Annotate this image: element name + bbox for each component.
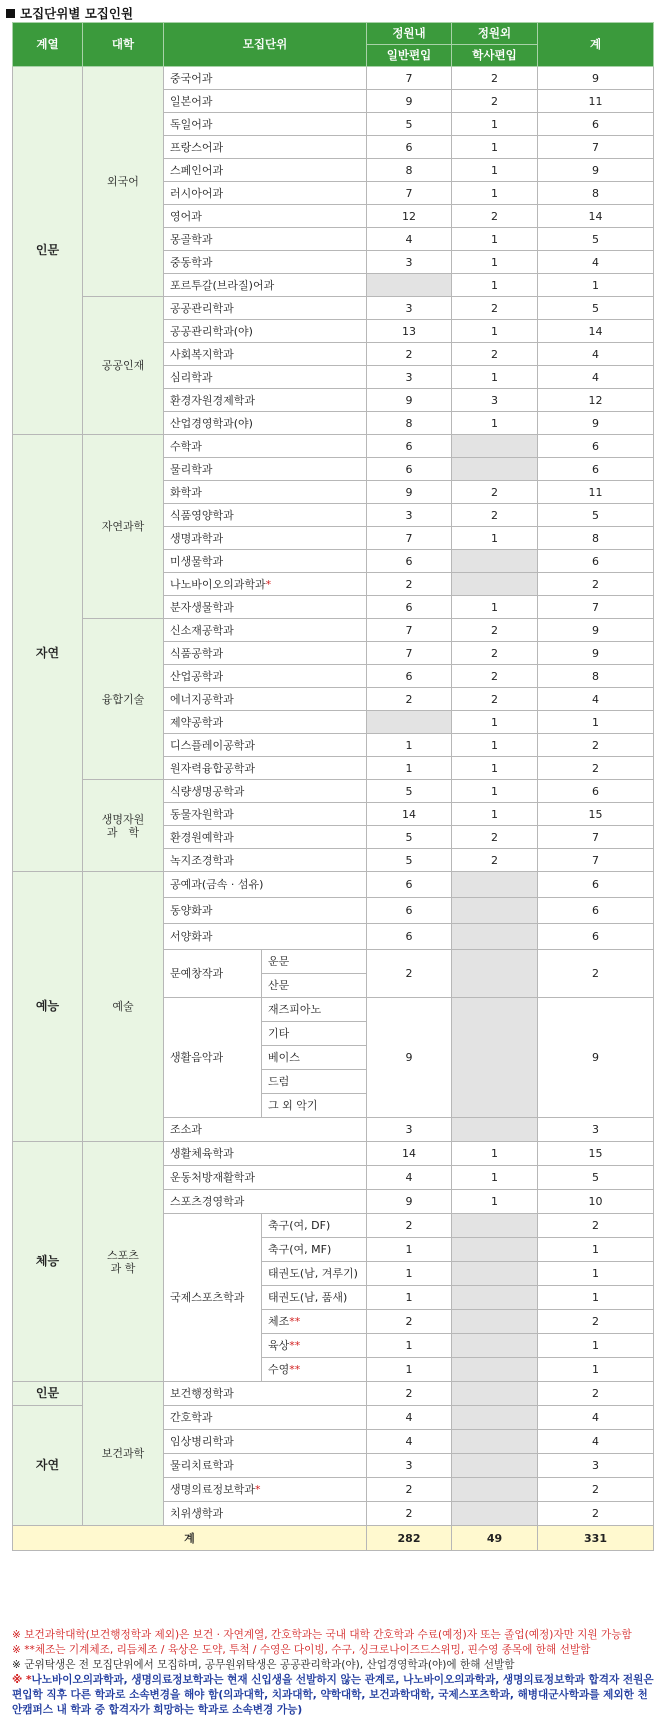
department-cell: 임상병리학과 — [164, 1430, 367, 1454]
empty-cell — [452, 1262, 538, 1286]
total-general-transfer: 282 — [367, 1526, 452, 1551]
sub-unit-cell: 베이스 — [262, 1046, 367, 1070]
general-transfer-cell: 9 — [367, 90, 452, 113]
department-cell: 동물자원학과 — [164, 803, 367, 826]
department-cell: 식품영양학과 — [164, 504, 367, 527]
section-title: 모집단위별 모집인원 — [6, 4, 133, 22]
general-transfer-cell: 5 — [367, 780, 452, 803]
header-gyeyeol: 계열 — [13, 23, 83, 67]
total-cell: 9 — [538, 412, 654, 435]
bachelor-transfer-cell: 1 — [452, 596, 538, 619]
sub-unit-cell: 육상** — [262, 1334, 367, 1358]
bachelor-transfer-cell: 1 — [452, 159, 538, 182]
bachelor-transfer-cell: 1 — [452, 412, 538, 435]
total-cell: 4 — [538, 343, 654, 366]
bachelor-transfer-cell: 2 — [452, 297, 538, 320]
department-cell: 스포츠경영학과 — [164, 1190, 367, 1214]
general-transfer-cell: 6 — [367, 136, 452, 159]
empty-cell — [367, 274, 452, 297]
department-cell: 생활음악과 — [164, 998, 262, 1118]
total-cell: 9 — [538, 67, 654, 90]
total-cell: 15 — [538, 1142, 654, 1166]
bachelor-transfer-cell: 3 — [452, 389, 538, 412]
footnote: ※ **체조는 기계체조, 리듬체조 / 육상은 도약, 투척 / 수영은 다이빙, 수구, 싱크로나이즈드스위밍, 핀수영 종목에 한해 선발함 — [12, 1644, 591, 1656]
department-cell: 원자력융합공학과 — [164, 757, 367, 780]
total-cell: 11 — [538, 481, 654, 504]
total-cell: 1 — [538, 1286, 654, 1310]
general-transfer-cell: 3 — [367, 504, 452, 527]
total-cell: 7 — [538, 849, 654, 872]
total-cell: 3 — [538, 1454, 654, 1478]
bachelor-transfer-cell: 1 — [452, 711, 538, 734]
bachelor-transfer-cell: 1 — [452, 780, 538, 803]
empty-cell — [452, 573, 538, 596]
empty-cell — [452, 1430, 538, 1454]
header-moip: 모집단위 — [164, 23, 367, 67]
department-cell: 녹지조경학과 — [164, 849, 367, 872]
general-transfer-cell: 7 — [367, 619, 452, 642]
general-transfer-cell: 7 — [367, 67, 452, 90]
bachelor-transfer-cell: 2 — [452, 826, 538, 849]
department-cell: 제약공학과 — [164, 711, 367, 734]
category-cell: 자연 — [13, 435, 83, 872]
general-transfer-cell: 13 — [367, 320, 452, 343]
department-cell: 포르투갈(브라질)어과 — [164, 274, 367, 297]
department-cell: 중동학과 — [164, 251, 367, 274]
department-cell: 공공관리학과(야) — [164, 320, 367, 343]
department-cell: 산업경영학과(야) — [164, 412, 367, 435]
general-transfer-cell: 5 — [367, 113, 452, 136]
department-cell: 나노바이오의과학과* — [164, 573, 367, 596]
header-in-quota: 정원내 — [367, 23, 452, 45]
empty-cell — [452, 998, 538, 1118]
total-cell: 9 — [538, 642, 654, 665]
department-cell: 분자생물학과 — [164, 596, 367, 619]
total-bachelor-transfer: 49 — [452, 1526, 538, 1551]
general-transfer-cell: 8 — [367, 412, 452, 435]
asterisk-mark: * — [255, 1483, 261, 1496]
square-bullet-icon — [6, 9, 15, 18]
total-label: 계 — [13, 1526, 367, 1551]
category-cell: 인문 — [13, 1382, 83, 1406]
department-cell: 중국어과 — [164, 67, 367, 90]
total-cell: 2 — [538, 1382, 654, 1406]
total-cell: 6 — [538, 872, 654, 898]
category-cell: 인문 — [13, 67, 83, 435]
general-transfer-cell: 5 — [367, 849, 452, 872]
general-transfer-cell: 6 — [367, 898, 452, 924]
bachelor-transfer-cell: 2 — [452, 504, 538, 527]
department-cell: 생활체육학과 — [164, 1142, 367, 1166]
empty-cell — [452, 1406, 538, 1430]
department-cell: 간호학과 — [164, 1406, 367, 1430]
total-cell: 12 — [538, 389, 654, 412]
department-cell: 공공관리학과 — [164, 297, 367, 320]
general-transfer-cell: 2 — [367, 573, 452, 596]
general-transfer-cell: 2 — [367, 1478, 452, 1502]
empty-cell — [452, 435, 538, 458]
total-cell: 2 — [538, 734, 654, 757]
footnote: ※ *나노바이오의과학과, 생명의료정보학과는 현재 신입생을 선발하지 않는 관계로, 나노바이오의과학과, 생명의료정보학과 합격자 전원은 편입학 직후 다른 학과로 소속변경을 해야 함(의과대학, 치과대학, 약학대학, 보건과학대학, 국제스포츠학과, 해병대군사학과를 제외한 천안캠퍼스 내 학과 중 합격자가 희망하는 학과로 소속변경 가능) — [12, 1674, 654, 1716]
footnote: ※ 보건과학대학(보건행정학과 제외)은 보건 · 자연계열, 간호학과는 국내 대학 간호학과 수료(예정)자 또는 졸업(예정)자만 지원 가능함 — [12, 1629, 632, 1641]
empty-cell — [452, 1502, 538, 1526]
total-cell: 9 — [538, 998, 654, 1118]
department-cell: 문예창작과 — [164, 950, 262, 998]
table-row — [13, 1142, 654, 1166]
college-cell: 공공인재 — [83, 297, 164, 435]
total-cell: 1 — [538, 274, 654, 297]
empty-cell — [452, 1334, 538, 1358]
college-cell: 생명자원 과 학 — [83, 780, 164, 872]
empty-cell — [452, 950, 538, 998]
sub-unit-cell: 태권도(남, 품새) — [262, 1286, 367, 1310]
total-cell: 6 — [538, 924, 654, 950]
department-cell: 생명과학과 — [164, 527, 367, 550]
bachelor-transfer-cell: 2 — [452, 205, 538, 228]
department-cell: 물리학과 — [164, 458, 367, 481]
department-cell: 사회복지학과 — [164, 343, 367, 366]
total-cell: 5 — [538, 504, 654, 527]
department-cell: 운동처방재활학과 — [164, 1166, 367, 1190]
total-cell: 6 — [538, 550, 654, 573]
department-cell: 일본어과 — [164, 90, 367, 113]
bachelor-transfer-cell: 1 — [452, 757, 538, 780]
empty-cell — [452, 1238, 538, 1262]
empty-cell — [452, 1454, 538, 1478]
header-bachelor-transfer: 학사편입 — [452, 45, 538, 67]
total-cell: 1 — [538, 1262, 654, 1286]
total-cell: 7 — [538, 826, 654, 849]
general-transfer-cell: 6 — [367, 458, 452, 481]
total-cell: 2 — [538, 573, 654, 596]
empty-cell — [452, 924, 538, 950]
admission-quota-table — [12, 22, 654, 1551]
department-cell: 식품공학과 — [164, 642, 367, 665]
header-general-transfer: 일반편입 — [367, 45, 452, 67]
total-cell: 4 — [538, 1430, 654, 1454]
empty-cell — [367, 711, 452, 734]
empty-cell — [452, 550, 538, 573]
total-cell: 1 — [538, 1238, 654, 1262]
total-cell: 14 — [538, 320, 654, 343]
empty-cell — [452, 1478, 538, 1502]
total-cell: 4 — [538, 688, 654, 711]
table-row — [13, 1382, 654, 1406]
sub-unit-cell: 그 외 악기 — [262, 1094, 367, 1118]
sub-unit-cell: 수영** — [262, 1358, 367, 1382]
empty-cell — [452, 1358, 538, 1382]
general-transfer-cell: 3 — [367, 251, 452, 274]
general-transfer-cell: 2 — [367, 1502, 452, 1526]
bachelor-transfer-cell: 1 — [452, 113, 538, 136]
general-transfer-cell: 6 — [367, 435, 452, 458]
total-cell: 6 — [538, 898, 654, 924]
table-row — [13, 619, 654, 642]
general-transfer-cell: 2 — [367, 950, 452, 998]
department-cell: 러시아어과 — [164, 182, 367, 205]
general-transfer-cell: 2 — [367, 688, 452, 711]
double-asterisk-mark: ** — [289, 1363, 301, 1376]
total-cell: 2 — [538, 1502, 654, 1526]
general-transfer-cell: 7 — [367, 527, 452, 550]
table-row — [13, 435, 654, 458]
general-transfer-cell: 2 — [367, 1214, 452, 1238]
bachelor-transfer-cell: 1 — [452, 274, 538, 297]
bachelor-transfer-cell: 2 — [452, 67, 538, 90]
empty-cell — [452, 872, 538, 898]
bachelor-transfer-cell: 1 — [452, 527, 538, 550]
asterisk-mark: * — [265, 577, 272, 591]
total-cell: 6 — [538, 435, 654, 458]
college-cell: 보건과학 — [83, 1382, 164, 1526]
general-transfer-cell: 6 — [367, 596, 452, 619]
table-row — [13, 67, 654, 90]
bachelor-transfer-cell: 2 — [452, 665, 538, 688]
general-transfer-cell: 4 — [367, 1406, 452, 1430]
general-transfer-cell: 14 — [367, 1142, 452, 1166]
college-cell: 스포츠 과 학 — [83, 1142, 164, 1382]
table-row — [13, 872, 654, 898]
total-cell: 3 — [538, 1118, 654, 1142]
general-transfer-cell: 1 — [367, 1286, 452, 1310]
total-cell: 5 — [538, 1166, 654, 1190]
total-cell: 6 — [538, 113, 654, 136]
general-transfer-cell: 4 — [367, 1430, 452, 1454]
category-cell: 체능 — [13, 1142, 83, 1382]
college-cell: 예술 — [83, 872, 164, 1142]
department-cell: 식량생명공학과 — [164, 780, 367, 803]
department-cell: 몽골학과 — [164, 228, 367, 251]
table-row — [13, 780, 654, 803]
total-row — [13, 1526, 654, 1551]
general-transfer-cell: 6 — [367, 665, 452, 688]
double-asterisk-mark: ** — [289, 1339, 301, 1352]
total-cell: 1 — [538, 711, 654, 734]
total-cell: 10 — [538, 1190, 654, 1214]
category-cell: 자연 — [13, 1406, 83, 1526]
department-cell: 프랑스어과 — [164, 136, 367, 159]
general-transfer-cell: 1 — [367, 734, 452, 757]
double-asterisk-mark: ** — [289, 1315, 301, 1328]
department-cell: 치위생학과 — [164, 1502, 367, 1526]
bachelor-transfer-cell: 1 — [452, 1166, 538, 1190]
general-transfer-cell: 1 — [367, 757, 452, 780]
total-cell: 5 — [538, 228, 654, 251]
footnote: ※ 군위탁생은 전 모집단위에서 모집하며, 공무원위탁생은 공공관리학과(야), 산업경영학과(야)에 한해 선발함 — [12, 1659, 515, 1671]
sub-unit-cell: 체조** — [262, 1310, 367, 1334]
sub-unit-cell: 기타 — [262, 1022, 367, 1046]
department-cell: 보건행정학과 — [164, 1382, 367, 1406]
general-transfer-cell: 2 — [367, 343, 452, 366]
general-transfer-cell: 7 — [367, 182, 452, 205]
sub-unit-cell: 운문 — [262, 950, 367, 974]
total-cell: 11 — [538, 90, 654, 113]
general-transfer-cell: 3 — [367, 366, 452, 389]
empty-cell — [452, 1382, 538, 1406]
bachelor-transfer-cell: 1 — [452, 803, 538, 826]
college-cell: 융합기술 — [83, 619, 164, 780]
general-transfer-cell: 1 — [367, 1358, 452, 1382]
header-total: 계 — [538, 23, 654, 67]
sub-unit-cell: 태권도(남, 겨루기) — [262, 1262, 367, 1286]
bachelor-transfer-cell: 2 — [452, 619, 538, 642]
general-transfer-cell: 9 — [367, 389, 452, 412]
department-cell: 환경원예학과 — [164, 826, 367, 849]
empty-cell — [452, 458, 538, 481]
general-transfer-cell: 4 — [367, 228, 452, 251]
general-transfer-cell: 6 — [367, 872, 452, 898]
department-cell: 조소과 — [164, 1118, 367, 1142]
total-cell: 4 — [538, 251, 654, 274]
department-cell: 물리치료학과 — [164, 1454, 367, 1478]
general-transfer-cell: 1 — [367, 1238, 452, 1262]
general-transfer-cell: 12 — [367, 205, 452, 228]
college-cell: 자연과학 — [83, 435, 164, 619]
bachelor-transfer-cell: 1 — [452, 182, 538, 205]
footnotes — [12, 1628, 657, 1718]
general-transfer-cell: 2 — [367, 1310, 452, 1334]
sub-unit-cell: 축구(여, MF) — [262, 1238, 367, 1262]
bachelor-transfer-cell: 2 — [452, 481, 538, 504]
department-cell: 수학과 — [164, 435, 367, 458]
sub-unit-cell: 재즈피아노 — [262, 998, 367, 1022]
department-cell: 미생물학과 — [164, 550, 367, 573]
department-cell: 화학과 — [164, 481, 367, 504]
empty-cell — [452, 1310, 538, 1334]
total-cell: 1 — [538, 1358, 654, 1382]
total-cell: 4 — [538, 366, 654, 389]
general-transfer-cell: 9 — [367, 1190, 452, 1214]
general-transfer-cell: 1 — [367, 1262, 452, 1286]
bachelor-transfer-cell: 1 — [452, 734, 538, 757]
total-cell: 8 — [538, 665, 654, 688]
college-cell: 외국어 — [83, 67, 164, 297]
general-transfer-cell: 3 — [367, 1454, 452, 1478]
department-cell: 신소재공학과 — [164, 619, 367, 642]
general-transfer-cell: 8 — [367, 159, 452, 182]
department-cell: 스페인어과 — [164, 159, 367, 182]
department-cell: 디스플레이공학과 — [164, 734, 367, 757]
empty-cell — [452, 898, 538, 924]
total-cell: 8 — [538, 182, 654, 205]
general-transfer-cell: 6 — [367, 550, 452, 573]
department-cell: 국제스포츠학과 — [164, 1214, 262, 1382]
department-cell: 생명의료정보학과* — [164, 1478, 367, 1502]
total-cell: 14 — [538, 205, 654, 228]
total-cell: 9 — [538, 159, 654, 182]
department-cell: 동양화과 — [164, 898, 367, 924]
department-cell: 심리학과 — [164, 366, 367, 389]
department-cell: 공예과(금속 · 섬유) — [164, 872, 367, 898]
total-cell: 9 — [538, 619, 654, 642]
general-transfer-cell: 2 — [367, 1382, 452, 1406]
category-cell: 예능 — [13, 872, 83, 1142]
general-transfer-cell: 5 — [367, 826, 452, 849]
bachelor-transfer-cell: 2 — [452, 90, 538, 113]
sub-unit-cell: 드럼 — [262, 1070, 367, 1094]
department-cell: 영어과 — [164, 205, 367, 228]
sub-unit-cell: 축구(여, DF) — [262, 1214, 367, 1238]
sub-unit-cell: 산문 — [262, 974, 367, 998]
header-daehak: 대학 — [83, 23, 164, 67]
bachelor-transfer-cell: 1 — [452, 366, 538, 389]
bachelor-transfer-cell: 2 — [452, 343, 538, 366]
general-transfer-cell: 3 — [367, 1118, 452, 1142]
general-transfer-cell: 6 — [367, 924, 452, 950]
general-transfer-cell: 4 — [367, 1166, 452, 1190]
general-transfer-cell: 14 — [367, 803, 452, 826]
table-row — [13, 297, 654, 320]
total-cell: 2 — [538, 1214, 654, 1238]
bachelor-transfer-cell: 2 — [452, 642, 538, 665]
department-cell: 독일어과 — [164, 113, 367, 136]
general-transfer-cell: 7 — [367, 642, 452, 665]
total-cell: 7 — [538, 136, 654, 159]
total-cell: 5 — [538, 297, 654, 320]
header-out-quota: 정원외 — [452, 23, 538, 45]
bachelor-transfer-cell: 1 — [452, 1142, 538, 1166]
total-cell: 8 — [538, 527, 654, 550]
total-cell: 7 — [538, 596, 654, 619]
department-cell: 에너지공학과 — [164, 688, 367, 711]
total-cell: 2 — [538, 950, 654, 998]
total-cell: 1 — [538, 1334, 654, 1358]
department-cell: 산업공학과 — [164, 665, 367, 688]
empty-cell — [452, 1118, 538, 1142]
department-cell: 서양화과 — [164, 924, 367, 950]
bachelor-transfer-cell: 1 — [452, 320, 538, 343]
bachelor-transfer-cell: 1 — [452, 136, 538, 159]
empty-cell — [452, 1214, 538, 1238]
bachelor-transfer-cell: 1 — [452, 1190, 538, 1214]
empty-cell — [452, 1286, 538, 1310]
total-cell: 4 — [538, 1406, 654, 1430]
total-cell: 2 — [538, 1478, 654, 1502]
grand-total: 331 — [538, 1526, 654, 1551]
total-cell: 2 — [538, 757, 654, 780]
total-cell: 6 — [538, 780, 654, 803]
general-transfer-cell: 1 — [367, 1334, 452, 1358]
total-cell: 15 — [538, 803, 654, 826]
total-cell: 6 — [538, 458, 654, 481]
general-transfer-cell: 9 — [367, 481, 452, 504]
general-transfer-cell: 9 — [367, 998, 452, 1118]
bachelor-transfer-cell: 1 — [452, 228, 538, 251]
bachelor-transfer-cell: 2 — [452, 849, 538, 872]
department-cell: 환경자원경제학과 — [164, 389, 367, 412]
general-transfer-cell: 3 — [367, 297, 452, 320]
total-cell: 2 — [538, 1310, 654, 1334]
bachelor-transfer-cell: 2 — [452, 688, 538, 711]
bachelor-transfer-cell: 1 — [452, 251, 538, 274]
